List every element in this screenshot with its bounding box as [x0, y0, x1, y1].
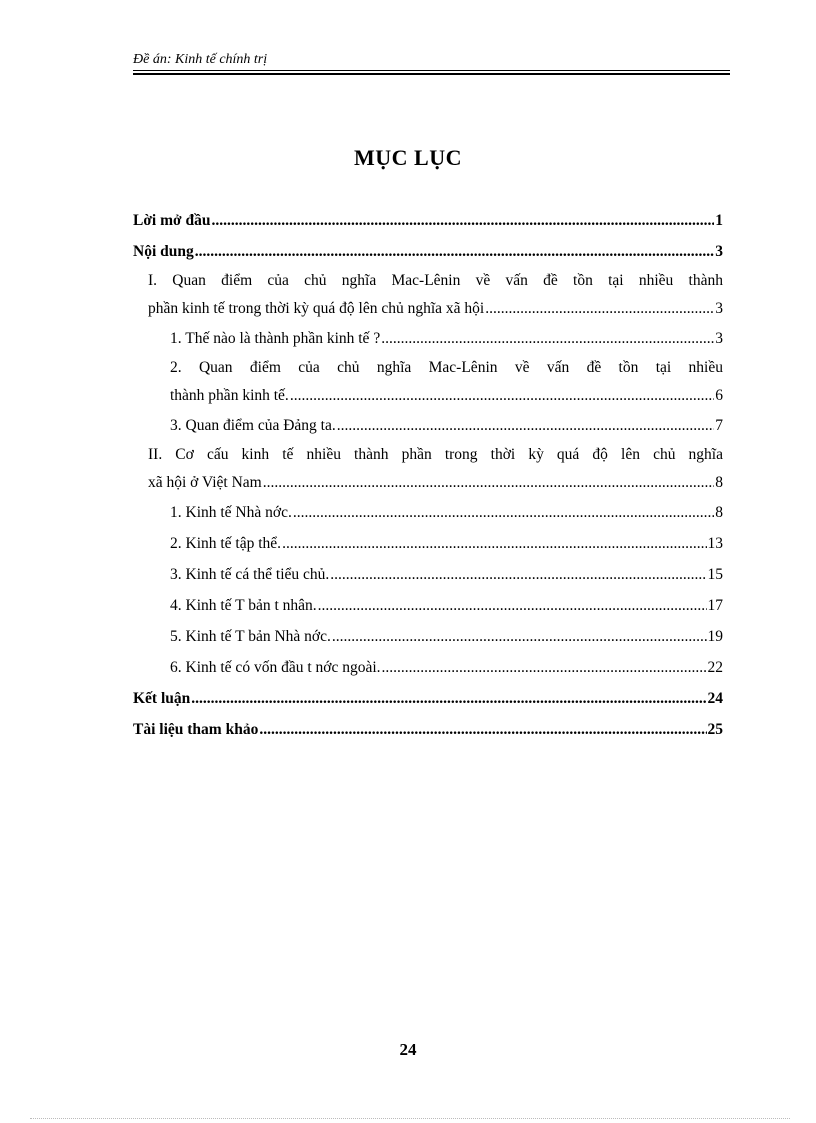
toc-entry-page: 24: [707, 690, 723, 707]
header-rule-thin: [133, 70, 730, 71]
toc-entry: [133, 236, 723, 267]
toc-entry-page: 25: [707, 721, 723, 738]
toc-entry-label-line2: phần kinh tế trong thời kỳ quá độ lên chủ nghĩa xã hội: [148, 300, 485, 317]
toc-entry-label: Tài liệu tham khảo: [133, 721, 259, 738]
header-rule-thick: [133, 73, 730, 75]
toc-entry: [133, 323, 723, 354]
toc-entry-label: 3. Quan điểm của Đảng ta.: [170, 417, 336, 434]
document-header: Đề án: Kinh tế chính trị: [133, 52, 268, 67]
toc-entry-label: 2. Kinh tế tập thể.: [170, 535, 282, 552]
toc-leader-dots: [382, 652, 707, 683]
page-number: 24: [399, 1040, 417, 1059]
toc-entry: [133, 267, 723, 323]
toc-entry-page: 13: [707, 535, 723, 552]
toc-entry: [133, 590, 723, 621]
toc-entry-label: Kết luận: [133, 690, 191, 707]
toc-entry: [133, 441, 723, 497]
toc-leader-dots: [332, 621, 707, 652]
toc-entry-label-line1: II. Cơ cấu kinh tế nhiều thành phần trong thời kỳ quá độ lên chủ nghĩa: [148, 446, 723, 463]
toc-entry-label: Lời mở đầu: [133, 212, 211, 229]
page-title: MỤC LỤC: [354, 145, 462, 170]
toc-leader-dots: [195, 236, 715, 267]
toc-entry: [133, 354, 723, 410]
toc-entry-label: 5. Kinh tế T bản Nhà nớc.: [170, 628, 331, 645]
toc-entry-label-line2: thành phần kinh tế.: [170, 387, 289, 404]
toc-entry-page: 1: [715, 212, 723, 229]
toc-leader-dots: [318, 590, 707, 621]
toc-entry-page: 8: [715, 504, 723, 521]
toc-leader-dots: [293, 497, 714, 528]
toc-entry: [133, 559, 723, 590]
toc-entry-label: 1. Kinh tế Nhà nớc.: [170, 504, 292, 521]
toc-entry-label: 1. Thế nào là thành phần kinh tế ?: [170, 330, 381, 347]
toc-entry-label-line1: 2. Quan điểm của chủ nghĩa Mac-Lênin về vấn đề tồn tại nhiều: [170, 359, 723, 376]
toc-entry-label: 6. Kinh tế có vốn đầu t nớc ngoài.: [170, 659, 381, 676]
table-of-contents: [133, 205, 723, 745]
toc-entry-page: 3: [715, 243, 723, 260]
toc-leader-dots: [337, 410, 715, 441]
toc-entry: [133, 652, 723, 683]
toc-entry-page: 3: [715, 330, 723, 347]
toc-entry-page: 8: [715, 474, 723, 491]
toc-entry: [133, 497, 723, 528]
toc-entry-page: 19: [707, 628, 723, 645]
toc-entry: [133, 714, 723, 745]
toc-leader-dots: [290, 382, 714, 410]
toc-entry: [133, 683, 723, 714]
toc-entry-label-line2: xã hội ở Việt Nam: [148, 474, 262, 491]
toc-entry-page: 3: [715, 300, 723, 317]
toc-leader-dots: [259, 714, 706, 745]
toc-leader-dots: [330, 559, 706, 590]
toc-entry: [133, 621, 723, 652]
toc-entry-label: 4. Kinh tế T bản t nhân.: [170, 597, 317, 614]
toc-entry-page: 22: [707, 659, 723, 676]
footer-dotted-rule: [30, 1118, 790, 1119]
toc-entry: [133, 205, 723, 236]
toc-leader-dots: [485, 295, 714, 323]
toc-leader-dots: [381, 323, 714, 354]
toc-entry-page: 6: [715, 387, 723, 404]
toc-leader-dots: [263, 469, 715, 497]
toc-leader-dots: [282, 528, 706, 559]
toc-entry-label: Nội dung: [133, 243, 194, 260]
toc-entry-label-line1: I. Quan điểm của chủ nghĩa Mac-Lênin về vấn đề tồn tại nhiều thành: [148, 272, 723, 289]
toc-entry-page: 7: [715, 417, 723, 434]
toc-entry: [133, 528, 723, 559]
toc-leader-dots: [211, 205, 714, 236]
toc-entry-label: 3. Kinh tế cá thể tiểu chủ.: [170, 566, 330, 583]
toc-entry-page: 17: [707, 597, 723, 614]
toc-entry-page: 15: [707, 566, 723, 583]
toc-entry: [133, 410, 723, 441]
toc-leader-dots: [191, 683, 706, 714]
